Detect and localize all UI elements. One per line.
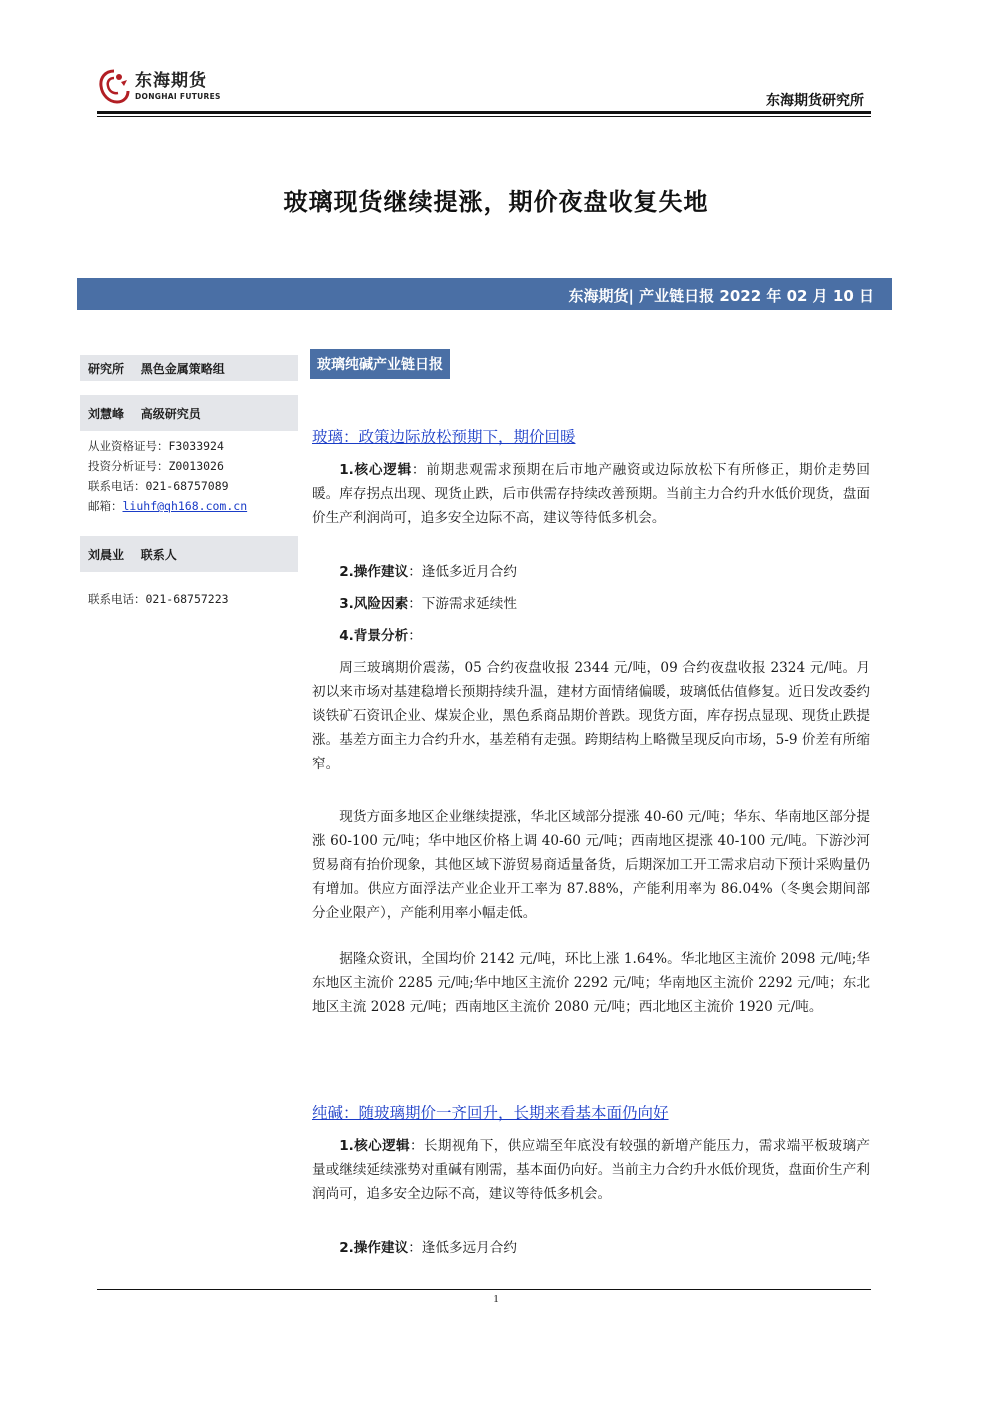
footer-rule xyxy=(97,1289,871,1290)
soda-core-logic xyxy=(312,1134,870,1206)
glass-background-title xyxy=(312,624,870,648)
sidebar-analyst2-head xyxy=(80,536,298,572)
glass-advice-label: 2.操作建议 xyxy=(339,564,409,580)
soda-section-heading[interactable]: 纯碱：随玻璃期价一齐回升，长期来看基本面仍向好 xyxy=(312,1104,669,1122)
analyst2-phone: 联系电话：021-68757223 xyxy=(88,592,229,606)
header-rule xyxy=(97,111,871,114)
soda-advice xyxy=(312,1236,870,1260)
analyst1-name-title: 刘慧峰 高级研究员 xyxy=(88,406,201,421)
glass-bg-paragraph-2: 现货方面多地区企业继续提涨，华北区域部分提涨 40-60 元/吨；华东、华南地区部分提涨 60-100 元/吨；华中地区价格上调 40-60 元/吨；西南地区提涨 40-100 元/吨。下游沙河贸易商有抬价现象，其他区域下游贸易商适量备货，后期深加工开工需求启动下预计采购量仍有增加。供应方面浮法产业企业开工率为 87.88%，产能利用率为 86.04%（冬奥会期间部分企业限产），产能利用率小幅走低。 xyxy=(312,809,870,921)
glass-bg-paragraph-1: 周三玻璃期价震荡，05 合约夜盘收报 2344 元/吨，09 合约夜盘收报 2324 元/吨。月初以来市场对基建稳增长预期持续升温，建材方面情绪偏暖，玻璃低估值修复。近日发改委约谈铁矿石资讯企业、煤炭企业，黑色系商品期价普跌。现货方面，库存拐点显现、现货止跌提涨。基差方面主力合约升水，基差稍有走强。跨期结构上略微呈现反向市场，5-9 价差有所缩窄。 xyxy=(312,660,870,772)
email-label: 邮箱： xyxy=(88,499,123,513)
report-tag-label: 玻璃纯碱产业链日报 xyxy=(317,357,443,373)
date-band-text: 东海期货| 产业链日报 2022 年 02 月 10 日 xyxy=(568,287,874,305)
email-link[interactable]: liuhf@qh168.com.cn xyxy=(122,499,248,513)
glass-logic-label: 1.核心逻辑 xyxy=(339,462,412,478)
page-number: 1 xyxy=(493,1293,499,1305)
glass-section-heading[interactable]: 玻璃：政策边际放松预期下，期价回暖 xyxy=(312,428,576,446)
soda-advice-label: 2.操作建议 xyxy=(339,1240,409,1256)
analyst2-name-title: 刘晨业 联系人 xyxy=(88,547,177,562)
glass-risk xyxy=(312,592,870,616)
soda-logic-label: 1.核心逻辑 xyxy=(339,1138,410,1154)
glass-bg-label: 4.背景分析 xyxy=(339,628,409,644)
glass-risk-label: 3.风险因素 xyxy=(339,596,409,612)
header-rule-thin xyxy=(97,116,871,117)
analyst1-phone: 联系电话：021-68757089 xyxy=(88,479,229,493)
logo-english: DONGHAI FUTURES xyxy=(135,92,221,102)
sidebar-analyst1-head xyxy=(80,395,298,431)
glass-bg-colon: ： xyxy=(408,628,422,644)
sidebar-dept-label: 研究所 黑色金属策略组 xyxy=(88,361,225,376)
institute-name: 东海期货研究所 xyxy=(766,93,864,109)
report-title: 玻璃现货继续提涨，期价夜盘收复失地 xyxy=(283,188,709,216)
company-logo xyxy=(97,66,237,108)
glass-risk-text: ：下游需求延续性 xyxy=(408,596,517,612)
analyst1-qualification: 从业资格证号：F3033924 xyxy=(88,439,224,453)
glass-logic-text: ：前期悲观需求预期在后市地产融资或边际放松下有所修正，期价走势回暖。库存拐点出现、现货止跌，后市供需存持续改善预期。当前主力合约升水低价现货，盘面价生产利润尚可，追多安全边际不高，建议等待低多机会。 xyxy=(312,462,871,526)
logo-chinese: 东海期货 xyxy=(135,71,207,92)
analyst1-invest-cert: 投资分析证号：Z0013026 xyxy=(88,459,224,473)
glass-bg-paragraph-3: 据隆众资讯，全国均价 2142 元/吨，环比上涨 1.64%。华北地区主流价 2098 元/吨;华东地区主流价 2285 元/吨;华中地区主流价 2292 元/吨；华南地区主流价 2292 元/吨；东北地区主流 2028 元/吨；西南地区主流价 2080 元/吨；西北地区主流价 1920 元/吨。 xyxy=(312,951,870,1015)
glass-advice-text: ：逢低多近月合约 xyxy=(408,564,517,580)
glass-advice xyxy=(312,560,870,584)
soda-advice-text: ：逢低多远月合约 xyxy=(408,1240,517,1256)
glass-core-logic xyxy=(312,458,870,530)
sidebar-dept xyxy=(80,355,298,381)
analyst1-email-row xyxy=(88,498,247,514)
dragon-logo-icon xyxy=(97,68,131,106)
report-tag xyxy=(310,349,450,379)
logo-text xyxy=(135,73,221,101)
soda-logic-text: ：长期视角下，供应端至年底没有较强的新增产能压力，需求端平板玻璃产量或继续延续涨势对重碱有刚需，基本面仍向好。当前主力合约升水低价现货，盘面价生产利润尚可，追多安全边际不高，建议等待低多机会。 xyxy=(312,1138,871,1202)
